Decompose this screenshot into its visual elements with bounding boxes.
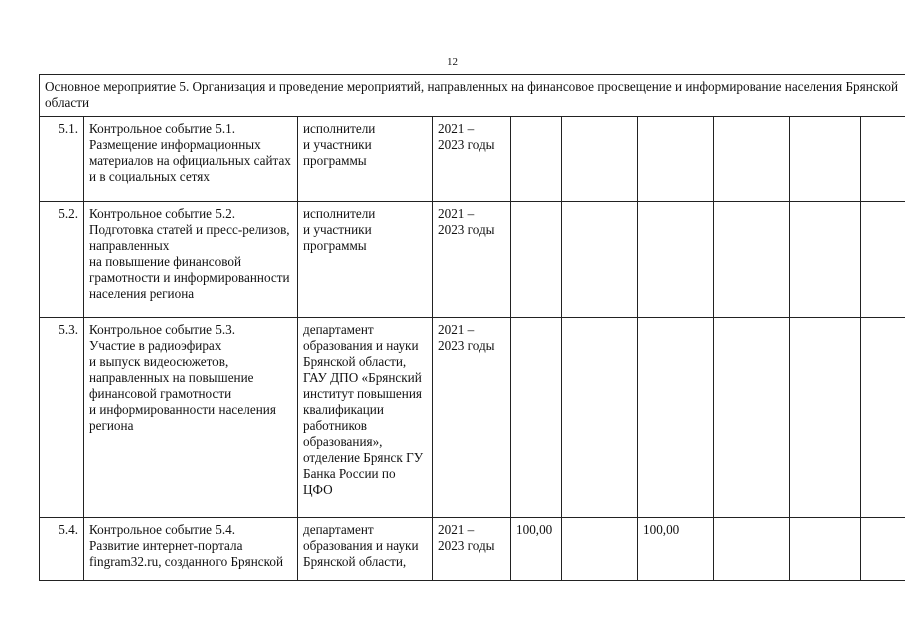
period-cell: 2021 – 2023 годы (433, 202, 511, 318)
value-cell (638, 117, 714, 202)
activities-table (39, 74, 905, 581)
page-number: 12 (447, 56, 458, 68)
value-cell (861, 117, 905, 202)
row-number: 5.4. (40, 518, 84, 581)
section-title: Основное мероприятие 5. Организация и проведение мероприятий, направленных на финансовое просвещение и информирование населения Брянской области (40, 75, 905, 117)
value-cell (790, 117, 861, 202)
value-cell: 100,00 (511, 518, 562, 581)
value-cell (861, 318, 905, 518)
value-cell (790, 318, 861, 518)
period-cell: 2021 – 2023 годы (433, 318, 511, 518)
value-cell (562, 117, 638, 202)
value-cell (790, 518, 861, 581)
row-number: 5.3. (40, 318, 84, 518)
event-description: Контрольное событие 5.3. Участие в радиоэфирах и выпуск видеосюжетов, направленных на повышение финансовой грамотности и информированности населения региона (84, 318, 298, 518)
value-cell (714, 518, 790, 581)
value-cell (638, 202, 714, 318)
executors-cell (298, 518, 433, 581)
event-description: Контрольное событие 5.1. Размещение информационных материалов на официальных сайтах и в социальных сетях (84, 117, 298, 202)
value-cell (511, 117, 562, 202)
section-header-row (40, 75, 905, 117)
executors-cell: исполнители и участники программы (298, 117, 433, 202)
event-description (84, 518, 298, 581)
value-cell (714, 202, 790, 318)
value-cell (714, 318, 790, 518)
value-cell (638, 318, 714, 518)
value-cell: 100,00 (638, 518, 714, 581)
period-cell: 2021 – 2023 годы (433, 117, 511, 202)
value-cell (562, 518, 638, 581)
executors-cell: департамент образования и науки Брянской области, ГАУ ДПО «Брянский институт повышения квалификации работников образования», отделение Брянск ГУ Банка России по ЦФО (298, 318, 433, 518)
table-row (40, 318, 905, 518)
value-cell (861, 202, 905, 318)
value-cell (562, 202, 638, 318)
event-description: Контрольное событие 5.2. Подготовка статей и пресс-релизов, направленных на повышение финансовой грамотности и информированности населения региона (84, 202, 298, 318)
value-cell (562, 318, 638, 518)
value-cell (861, 518, 905, 581)
value-cell (511, 318, 562, 518)
value-cell (790, 202, 861, 318)
row-number: 5.1. (40, 117, 84, 202)
row-number: 5.2. (40, 202, 84, 318)
table-row (40, 202, 905, 318)
event-description-text: Контрольное событие 5.4. Развитие интернет-портала fingram32.ru, созданного Брянской (89, 522, 283, 569)
table-row (40, 117, 905, 202)
executors-cell: исполнители и участники программы (298, 202, 433, 318)
value-cell (714, 117, 790, 202)
executors-text: департамент образования и науки Брянской области, (303, 522, 419, 569)
value-cell (511, 202, 562, 318)
period-cell: 2021 – 2023 годы (433, 518, 511, 581)
table-row (40, 518, 905, 581)
